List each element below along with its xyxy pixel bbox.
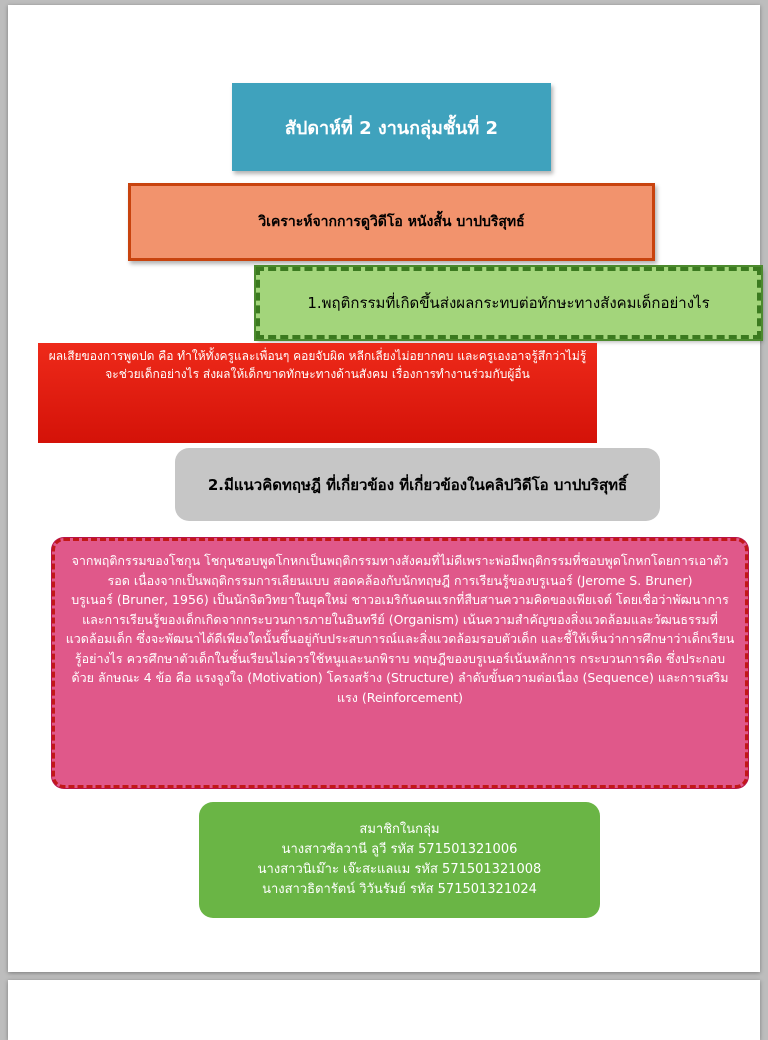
- next-page: [8, 980, 760, 1040]
- question-1-text: 1.พฤติกรรมที่เกิดขึ้นส่งผลกระทบต่อทักษะทางสังคมเด็กอย่างไร: [307, 294, 710, 312]
- subtitle-text: วิเคราะห์จากการดูวิดีโอ หนังสั้น บาปบริสุทธ์: [258, 214, 525, 230]
- document-page: [8, 5, 760, 972]
- answer-1-box: [38, 343, 597, 443]
- members-heading: สมาชิกในกลุ่ม: [359, 822, 440, 837]
- page-title: [232, 83, 551, 171]
- member-3: นางสาวธิดารัตน์ วิวันรัมย์ รหัส 571501321024: [262, 882, 537, 897]
- page-title-text: สัปดาห์ที่ 2 งานกลุ่มชั้นที่ 2: [284, 117, 499, 139]
- question-2-box: [175, 448, 660, 521]
- answer-2-content: [65, 551, 735, 707]
- answer-2-paragraph-1: จากพฤติกรรมของโชกุน โชกุนชอบพูดโกหกเป็นพฤติกรรมทางสังคมที่ไม่ดีเพราะพ่อมีพฤติกรรมที่ชอบพูดโกหกโดยการเอาตัวรอด เนื่องจากเป็นพฤติกรรมการเลียนแบบ สอดคล้องกับนักทฤษฎี การเรียนรู้ของบรูเนอร์ (Jerome S. Bruner): [71, 553, 729, 588]
- answer-2-box: [52, 538, 748, 788]
- question-1-box: [256, 267, 761, 339]
- members-box: [199, 802, 600, 918]
- question-2-text: 2.มีแนวคิดทฤษฎี ที่เกี่ยวข้อง ที่เกี่ยวข้องในคลิปวิดีโอ บาปบริสุทธิ์: [207, 475, 628, 494]
- answer-2-paragraph-2: บรูเนอร์ (Bruner, 1956) เป็นนักจิตวิทยาในยุคใหม่ ชาวอเมริกันคนแรกที่สืบสานความคิดของเพียเจต์ โดยเชื่อว่าพัฒนาการและการเรียนรู้ของเด็กเกิดจากกระบวนการภายในอินทรีย์ (Organism) เน้นความสำคัญของสิ่งแวดล้อมและวัฒนธรรมที่แวดล้อมเด็ก ซึ่งจะพัฒนาได้ดีเพียงใดนั้นขึ้นอยู่กับประสบการณ์และสิ่งแวดล้อมรอบตัวเด็ก และชี้ให้เห็นว่าการศึกษาว่าเด็กเรียนรู้อย่างไร ควรศึกษาตัวเด็กในชั้นเรียนไม่ควรใช้หนูและนกพิราบ ทฤษฎีของบรูเนอร์เน้นหลักการ กระบวนการคิด ซึ่งประกอบด้วย ลักษณะ 4 ข้อ คือ แรงจูงใจ (Motivation) โครงสร้าง (Structure) ลำดับขั้นความต่อเนื่อง (Sequence) และการเสริมแรง (Reinforcement): [65, 592, 735, 705]
- member-1: นางสาวซัลวานี ลูวี รหัส 571501321006: [281, 842, 518, 857]
- member-2: นางสาวนิเม๊าะ เจ๊ะสะแลแม รหัส 571501321008: [257, 862, 542, 877]
- subtitle-box: [128, 183, 655, 261]
- answer-1-text: ผลเสียของการพูดปด คือ ทำให้ทั้งครูและเพื่อนๆ คอยจับผิด หลีกเลี่ยงไม่อยากคบ และครูเองอาจรู้สึกว่าไม่รู้จะช่วยเด็กอย่างไร ส่งผลให้เด็กขาดทักษะทางด้านสังคม เรื่องการทำงานร่วมกับผู้อื่น: [48, 349, 587, 381]
